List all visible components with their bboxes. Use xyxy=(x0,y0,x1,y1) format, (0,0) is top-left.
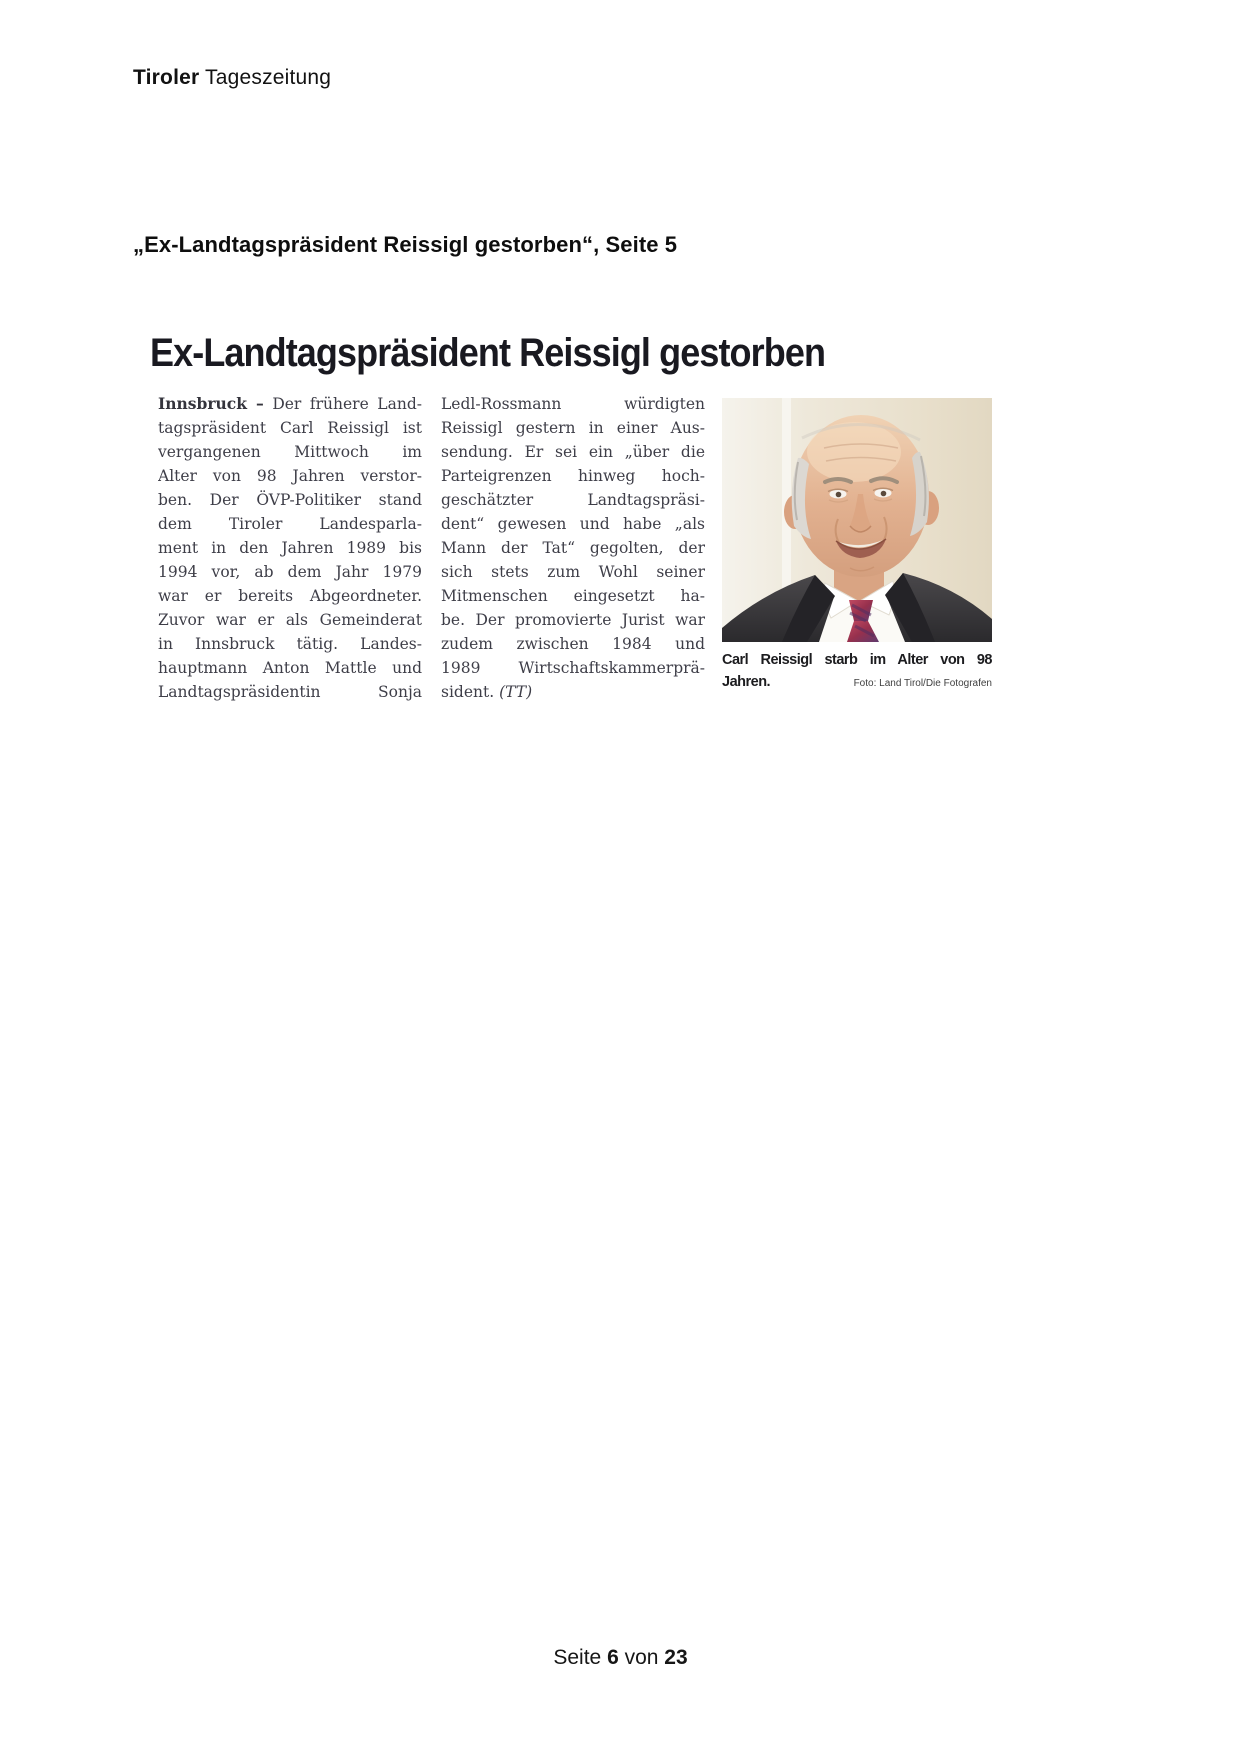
article-photo-block xyxy=(722,398,992,695)
page-footer xyxy=(0,1646,1241,1670)
article-line: Innsbruck – Der frühere Land- xyxy=(158,394,422,413)
article-line: Landtagspräsidentin Sonja xyxy=(158,683,422,701)
article-line: sich stets zum Wohl seiner xyxy=(441,563,705,581)
article-line: tagspräsident Carl Reissigl ist xyxy=(158,419,422,437)
article-line: Parteigrenzen hinweg hoch- xyxy=(441,467,705,485)
article-headline: Ex-Landtagspräsident Reissigl gestorben xyxy=(150,331,826,375)
article-line: hauptmann Anton Mattle und xyxy=(158,659,422,677)
footer-label-page: Seite xyxy=(553,1646,602,1669)
photo-caption-end: Jahren. xyxy=(722,674,771,690)
article-line: dem Tiroler Landesparla- xyxy=(158,515,422,533)
article-line: zudem zwischen 1984 und xyxy=(441,635,705,653)
document-heading: „Ex-Landtagspräsident Reissigl gestorben“, Seite 5 xyxy=(133,232,678,257)
masthead-brand: Tiroler xyxy=(133,66,200,89)
article-line: Mitmenschen eingesetzt ha- xyxy=(441,587,705,605)
photo-caption xyxy=(722,649,992,695)
masthead-title: Tageszeitung xyxy=(205,66,332,89)
article-line: war er bereits Abgeordneter. xyxy=(158,587,422,605)
article-column-1 xyxy=(158,392,422,704)
footer-total-pages: 23 xyxy=(664,1646,688,1669)
article-line: in Innsbruck tätig. Landes- xyxy=(158,635,422,653)
portrait-photo xyxy=(722,398,992,642)
masthead xyxy=(133,66,331,90)
article-line: 1989 Wirtschaftskammerprä- xyxy=(441,659,705,677)
footer-label-of: von xyxy=(624,1646,659,1669)
article-line: sident. (TT) xyxy=(441,683,533,701)
article-line: Mann der Tat“ gegolten, der xyxy=(441,539,705,557)
footer-current-page: 6 xyxy=(607,1646,619,1669)
article-line: geschätzter Landtagspräsi- xyxy=(441,491,705,509)
article-line: Ledl-Rossmann würdigten xyxy=(441,395,705,413)
article-line: Zuvor war er als Gemeinderat xyxy=(158,611,422,629)
photo-caption-line1: Carl Reissigl starb im Alter von 98 xyxy=(722,652,992,668)
article-line: be. Der promovierte Jurist war xyxy=(441,611,705,629)
article-line: 1994 vor, ab dem Jahr 1979 xyxy=(158,563,422,581)
article-line: dent“ gewesen und habe „als xyxy=(441,515,705,533)
article-clipping xyxy=(150,330,1010,704)
photo-credit: Foto: Land Tirol/Die Fotografen xyxy=(853,678,992,689)
article-dateline: Innsbruck – xyxy=(158,394,264,413)
article-signoff: (TT) xyxy=(499,683,533,701)
article-line: ben. Der ÖVP-Politiker stand xyxy=(158,491,422,509)
article-column-2 xyxy=(441,392,705,704)
article-line: Reissigl gestern in einer Aus- xyxy=(441,419,705,437)
article-line: ment in den Jahren 1989 bis xyxy=(158,539,422,557)
article-line: sendung. Er sei ein „über die xyxy=(441,443,705,461)
photo-caption-line2 xyxy=(722,671,992,695)
article-line: vergangenen Mittwoch im xyxy=(158,443,422,461)
article-line: Alter von 98 Jahren verstor- xyxy=(158,467,422,485)
